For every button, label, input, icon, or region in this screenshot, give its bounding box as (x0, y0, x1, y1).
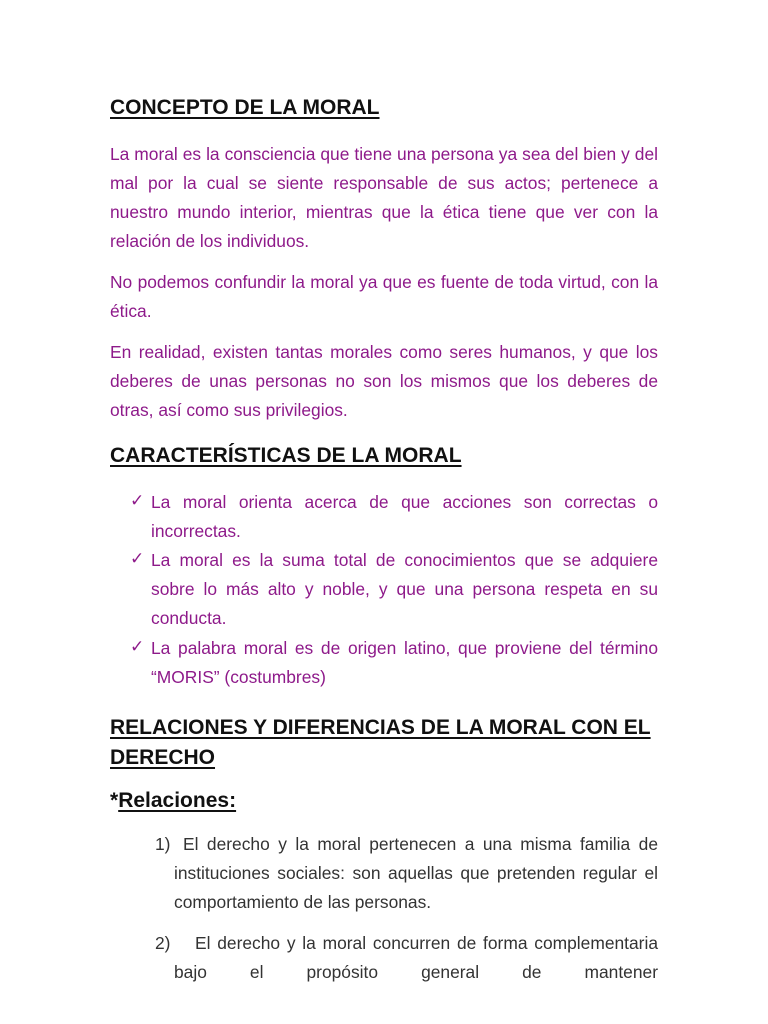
checkmark-icon: ✓ (130, 637, 145, 656)
checkmark-icon: ✓ (130, 491, 145, 510)
paragraph-definition: La moral es la consciencia que tiene una persona ya sea del bien y del mal por la cual se siente responsable de sus actos; pertenece a nuestro mundo interior, mientras que la ética tiene que ver con la relación de los individuos. (110, 144, 658, 251)
bullet-item: La moral es la suma total de conocimientos que se adquiere sobre lo más alto y noble, y que una persona respeta en su conducta. (151, 550, 658, 628)
list-number: 1) (155, 834, 171, 854)
section-title-concepto: CONCEPTO DE LA MORAL (110, 96, 380, 119)
subtitle-label: Relaciones: (118, 789, 237, 812)
section-title-caracteristicas: CARACTERÍSTICAS DE LA MORAL (110, 444, 462, 467)
paragraph-reality: En realidad, existen tantas morales como seres humanos, y que los deberes de unas personas no son los mismos que los deberes de otras, así como sus privilegios. (110, 342, 658, 420)
numbered-item: El derecho y la moral concurren de forma complementaria bajo el propósito general de mantener (174, 933, 658, 982)
bullet-item: La palabra moral es de origen latino, que proviene del término “MORIS” (costumbres) (151, 638, 658, 687)
paragraph-confusion: No podemos confundir la moral ya que es fuente de toda virtud, con la ética. (110, 272, 658, 321)
bullet-item: La moral orienta acerca de que acciones son correctas o incorrectas. (151, 492, 658, 541)
subtitle-prefix: * (110, 789, 119, 812)
numbered-item: El derecho y la moral pertenecen a una misma familia de instituciones sociales: son aquellas que pretenden regular el comportamiento de las personas. (174, 834, 658, 912)
checkmark-icon: ✓ (130, 549, 145, 568)
subtitle-relaciones (110, 786, 236, 816)
list-number: 2) (155, 933, 171, 953)
section-title-relaciones-diferencias: RELACIONES Y DIFERENCIAS DE LA MORAL CON EL DERECHO (110, 716, 651, 769)
